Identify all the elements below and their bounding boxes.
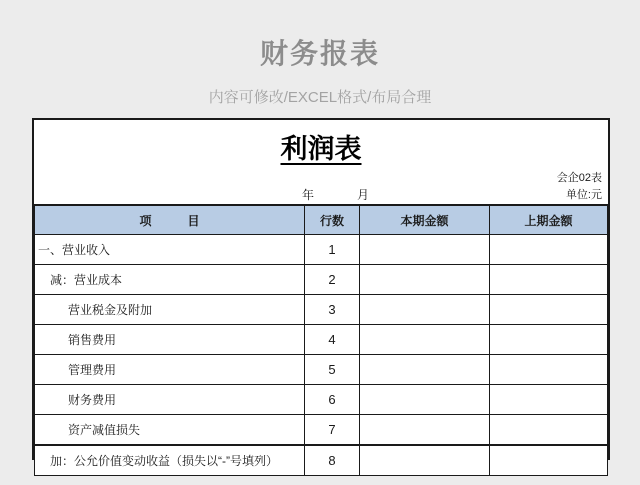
header-line-no: 行数 — [305, 205, 360, 235]
table-row — [35, 415, 608, 446]
report-card — [32, 118, 610, 468]
row-label: 加：公允价值变动收益（损失以“-”号填列） — [35, 445, 305, 476]
table-row — [35, 325, 608, 355]
table-row — [35, 295, 608, 325]
row-label: 管理费用 — [35, 355, 305, 385]
cell-current-amount — [360, 355, 490, 385]
date-row — [34, 185, 608, 202]
unit-label: 单位:元 — [565, 189, 602, 201]
row-label: 营业税金及附加 — [35, 295, 305, 325]
row-line-no: 3 — [305, 295, 360, 325]
form-code-label: 会企02表 — [556, 172, 602, 184]
header-prior-amount: 上期金额 — [490, 205, 608, 235]
row-line-no: 8 — [305, 445, 360, 476]
row-label: 财务费用 — [35, 385, 305, 415]
table-row — [35, 265, 608, 295]
cell-prior-amount — [490, 325, 608, 355]
cell-current-amount — [360, 295, 490, 325]
cell-current-amount — [360, 265, 490, 295]
cell-current-amount — [360, 385, 490, 415]
cell-prior-amount — [490, 295, 608, 325]
row-label: 销售费用 — [35, 325, 305, 355]
row-line-no: 7 — [305, 415, 360, 446]
page-title: 财务报表 — [259, 38, 380, 69]
cell-current-amount — [360, 235, 490, 265]
cell-prior-amount — [490, 355, 608, 385]
row-line-no: 2 — [305, 265, 360, 295]
header-item: 项 目 — [35, 205, 305, 235]
table-header-row — [35, 205, 608, 235]
cell-prior-amount — [490, 235, 608, 265]
table-row — [35, 235, 608, 265]
row-label: 减：营业成本 — [35, 265, 305, 295]
month-label: 月 — [357, 188, 370, 202]
table-row — [35, 355, 608, 385]
table-row — [35, 445, 608, 476]
cell-prior-amount — [490, 265, 608, 295]
report-title: 利润表 — [280, 134, 362, 164]
income-statement-table — [34, 204, 608, 476]
row-line-no: 5 — [305, 355, 360, 385]
cell-prior-amount — [490, 385, 608, 415]
row-label: 一、营业收入 — [35, 235, 305, 265]
cell-current-amount — [360, 415, 490, 446]
cell-prior-amount — [490, 445, 608, 476]
page-subtitle: 内容可修改/EXCEL格式/布局合理 — [208, 89, 432, 106]
table-row — [35, 385, 608, 415]
cell-prior-amount — [490, 415, 608, 446]
year-label: 年 — [302, 188, 315, 202]
row-line-no: 1 — [305, 235, 360, 265]
cell-current-amount — [360, 445, 490, 476]
row-line-no: 6 — [305, 385, 360, 415]
row-line-no: 4 — [305, 325, 360, 355]
cell-current-amount — [360, 325, 490, 355]
row-label: 资产减值损失 — [35, 415, 305, 446]
header-current-amount: 本期金额 — [360, 205, 490, 235]
